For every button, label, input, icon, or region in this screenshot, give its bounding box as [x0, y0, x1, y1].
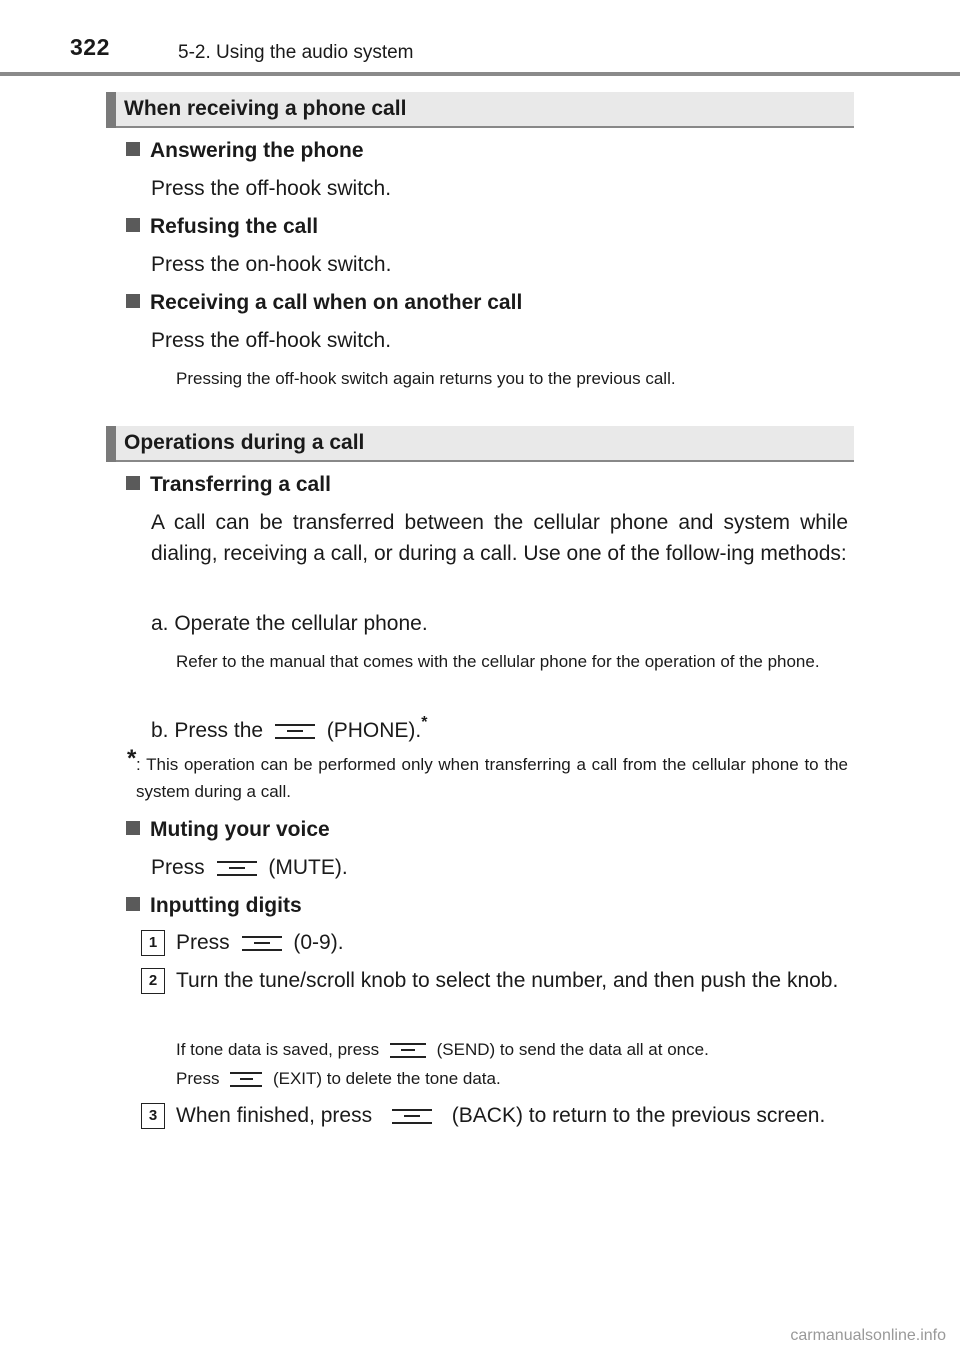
method-b: b. Press the (PHONE).*: [151, 714, 428, 742]
square-bullet-icon: [126, 218, 140, 232]
note-exit: Press (EXIT) to delete the tone data.: [176, 1069, 501, 1088]
text-answering: Press the off-hook switch.: [151, 177, 392, 200]
heading-refusing: Refusing the call: [126, 215, 318, 239]
note-receiving-another: Pressing the off-hook switch again returns you to the previous call.: [176, 369, 676, 388]
square-bullet-icon: [126, 821, 140, 835]
square-bullet-icon: [126, 142, 140, 156]
square-bullet-icon: [126, 476, 140, 490]
step-3: When finished, press (BACK) to return to the previous screen.: [176, 1104, 826, 1127]
header-divider: [0, 72, 960, 76]
page-number: 322: [70, 34, 110, 60]
footnote-marker: *: [421, 714, 428, 731]
step-number-3: 3: [141, 1103, 165, 1129]
section-bar-title: When receiving a phone call: [124, 97, 407, 120]
step-number-1: 1: [141, 930, 165, 956]
heading-transferring: Transferring a call: [126, 473, 331, 497]
footnote-star: *: [127, 745, 137, 772]
section-bar-accent: [106, 92, 116, 128]
watermark-footer: carmanualsonline.info: [790, 1327, 946, 1344]
note-send: If tone data is saved, press (SEND) to send the data all at once.: [176, 1040, 709, 1059]
footnote: * : This operation can be performed only when transferring a call from the cellular phone to the system during a call.: [127, 745, 848, 801]
text-refusing: Press the on-hook switch.: [151, 253, 392, 276]
text-transferring: A call can be transferred between the cellular phone and system while dialing, receiving a call, or during a call. Use one of the follow-ing methods:: [151, 511, 848, 565]
text-muting: Press (MUTE).: [151, 856, 348, 879]
step-1: Press (0-9).: [176, 931, 344, 954]
square-bullet-icon: [126, 294, 140, 308]
section-bar-title: Operations during a call: [124, 431, 365, 454]
method-a: a. Operate the cellular phone.: [151, 612, 428, 635]
phone-button-icon: [275, 724, 315, 739]
heading-receiving-another: Receiving a call when on another call: [126, 291, 522, 315]
square-bullet-icon: [126, 897, 140, 911]
section-bar-accent: [106, 426, 116, 462]
section-title: 5-2. Using the audio system: [178, 42, 414, 63]
heading-muting: Muting your voice: [126, 818, 330, 842]
mute-button-icon: [217, 861, 257, 876]
heading-digits: Inputting digits: [126, 894, 302, 918]
heading-answering: Answering the phone: [126, 139, 364, 163]
send-button-icon: [390, 1043, 426, 1058]
step-2: Turn the tune/scroll knob to select the number, and then push the knob.: [176, 969, 839, 992]
section-bar-receiving: [106, 92, 854, 128]
back-button-icon: [392, 1109, 432, 1124]
method-a-note: Refer to the manual that comes with the cellular phone for the operation of the phone.: [176, 652, 820, 671]
digit-button-icon: [242, 936, 282, 951]
text-receiving-another: Press the off-hook switch.: [151, 329, 392, 352]
exit-button-icon: [230, 1072, 262, 1087]
section-bar-operations: [106, 426, 854, 462]
step-number-2: 2: [141, 968, 165, 994]
